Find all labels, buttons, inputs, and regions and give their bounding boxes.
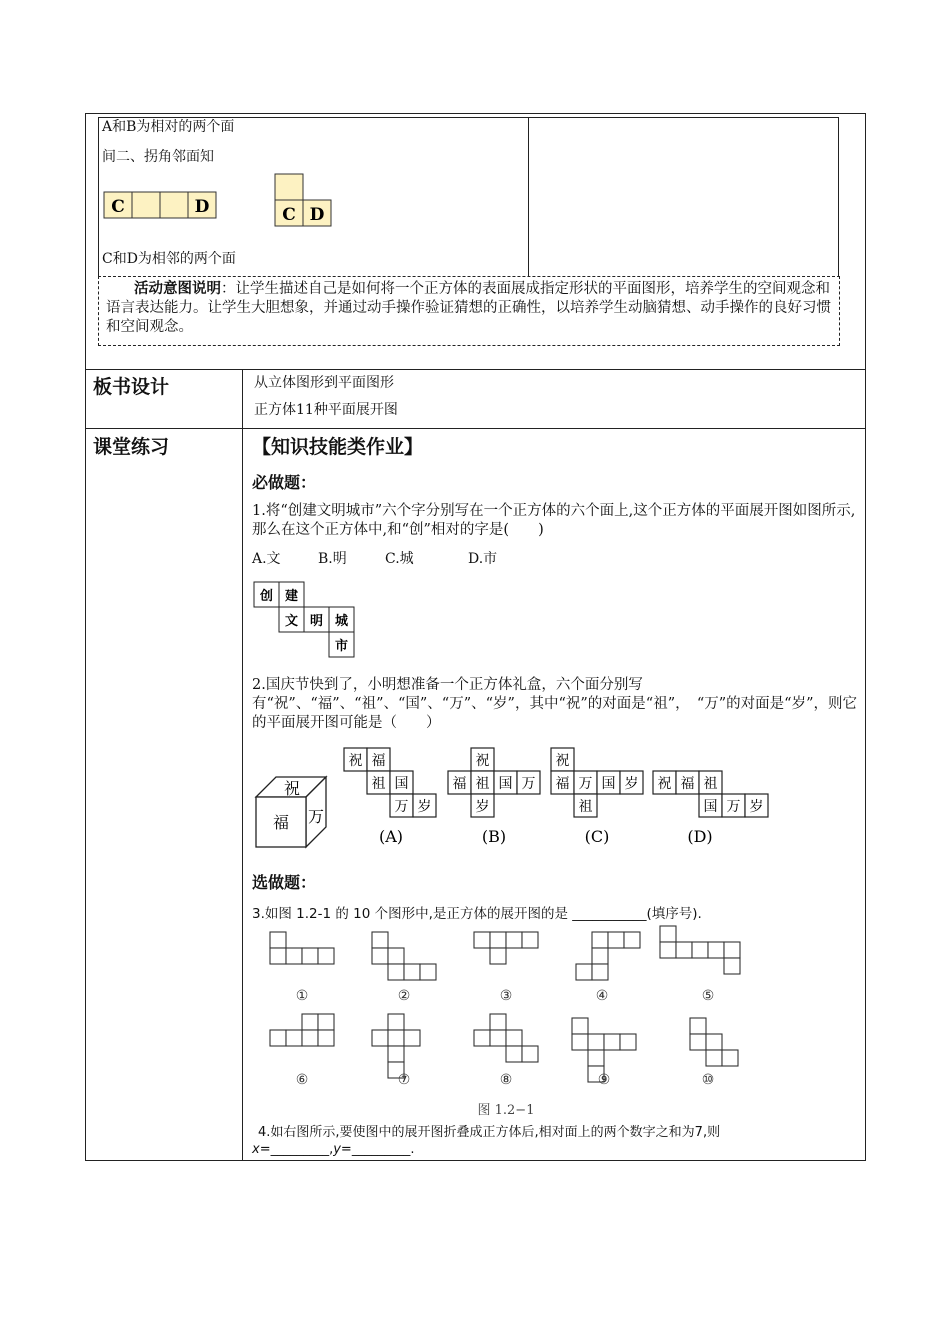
svg-text:万: 万: [394, 799, 409, 815]
svg-text:万: 万: [726, 799, 741, 815]
practice-heading: 课堂练习: [93, 436, 170, 458]
svg-text:福: 福: [555, 776, 570, 792]
q4-x-blank: _________: [270, 1142, 330, 1157]
q1-net-ming: 明: [309, 614, 324, 629]
q1-net-cheng: 城: [334, 614, 349, 629]
required-label: 必做题：: [252, 473, 317, 492]
svg-text:岁: 岁: [749, 799, 764, 815]
table-bottom-border: [85, 1160, 866, 1161]
q2-label-d: (D): [687, 827, 713, 846]
activity-label: 活动意图说明: [134, 281, 221, 297]
q3-net-figures: [262, 922, 762, 1120]
q3-suffix: (填序号).: [646, 906, 702, 922]
net-corner: [275, 174, 331, 226]
svg-text:祝: 祝: [475, 753, 490, 769]
svg-text:国: 国: [703, 799, 718, 815]
q3-label-1: ①: [295, 988, 309, 1004]
table-top-border: [85, 113, 866, 114]
q3-label-3: ③: [499, 988, 513, 1004]
corner-adjacent-text: 间二、拐角邻面知: [102, 149, 214, 165]
svg-text:祝: 祝: [348, 753, 363, 769]
q1-option-c: C.城: [385, 551, 414, 567]
svg-text:万: 万: [521, 776, 536, 792]
svg-text:国: 国: [601, 776, 616, 792]
q2-figures: [252, 742, 777, 854]
practice-title: 【知识技能类作业】: [252, 436, 424, 458]
activity-description: [106, 280, 834, 337]
question-4: 4.如右图所示,要使图中的展开图折叠成正方体后,相对面上的两个数字之和为7,则: [258, 1125, 721, 1140]
svg-text:国: 国: [498, 776, 513, 792]
net2-label-d: D: [309, 205, 325, 225]
question-1: 1.将“创建文明城市”六个字分别写在一个正方体的六个面上,这个正方体的平面展开图如图所示,那么在这个正方体中,和“创”相对的字是( ): [252, 503, 856, 538]
svg-text:岁: 岁: [417, 799, 432, 815]
board-line-1: 从立体图形到平面图形: [254, 375, 394, 391]
q1-net-shi: 市: [334, 639, 349, 654]
svg-text:祖: 祖: [475, 776, 490, 792]
q1-option-b: B.明: [318, 551, 347, 567]
q2-cube-top: 祝: [283, 779, 301, 798]
q1-net-chuang: 创: [259, 589, 274, 604]
net-strip: [104, 192, 216, 218]
opposite-faces-text: A和B为相对的两个面: [102, 119, 235, 135]
board-line-2: 正方体11种平面展开图: [254, 402, 398, 418]
q4-answer-line: x=_________,y=_________.: [252, 1142, 415, 1157]
svg-text:福: 福: [680, 776, 695, 792]
activity-text: ：让学生描述自己是如何将一个正方体的表面展成指定形状的平面图形，培养学生的空间观念和语言表达能力。让学生大胆想象，并通过动手操作验证猜想的正确性，以培养学生动脑猜想、动手操作的良好习惯和空间观念。: [106, 281, 831, 335]
q1-net-jian: 建: [284, 589, 299, 604]
svg-text:祖: 祖: [371, 776, 386, 792]
net1-label-d: D: [194, 197, 210, 217]
inner-table-mid: [528, 117, 529, 277]
svg-text:国: 国: [394, 776, 409, 792]
net1-label-c: C: [111, 197, 125, 217]
optional-label: 选做题：: [252, 873, 317, 892]
q2-cube-front: 福: [272, 813, 290, 832]
q3-label-4: ④: [595, 988, 609, 1004]
table-right-border: [865, 113, 866, 1161]
q2-label-b: (B): [481, 827, 507, 846]
q2-cube-side: 万: [307, 807, 325, 826]
table-left-border: [85, 113, 86, 1161]
q1-option-d: D.市: [468, 551, 498, 567]
q3-label-5: ⑤: [701, 988, 715, 1004]
q1-net-figure: [252, 580, 362, 662]
q3-label-6: ⑥: [295, 1072, 309, 1088]
net2-label-c: C: [282, 205, 296, 225]
q3-label-8: ⑧: [499, 1072, 513, 1088]
q4-x-label: x=: [252, 1142, 271, 1157]
q1-option-a: A.文: [252, 551, 281, 567]
board-design-heading: 板书设计: [93, 376, 170, 398]
column-divider: [242, 369, 243, 1161]
q4-y-label: y=: [333, 1142, 352, 1157]
inner-table-right: [838, 117, 839, 277]
svg-text:祝: 祝: [657, 776, 672, 792]
row-divider-board: [85, 369, 866, 370]
question-2: 2.国庆节快到了，小明想准备一个正方体礼盒，六个面分别写有“祝”、“福”、“祖”、“国”、“万”、“岁”，其中“祝”的对面是“祖”， “万”的对面是“岁”，则它的平面展开图可能是（ ）: [252, 677, 858, 731]
q3-label-2: ②: [397, 988, 411, 1004]
row-divider-practice: [85, 428, 866, 429]
svg-text:福: 福: [371, 753, 386, 769]
q3-label-7: ⑦: [397, 1072, 411, 1088]
q3-text: 3.如图 1.2-1 的 10 个图形中,是正方体的展开图的是: [252, 906, 573, 922]
svg-text:岁: 岁: [624, 776, 639, 792]
q2-label-a: (A): [378, 827, 404, 846]
cd-net-figures: [100, 170, 340, 230]
q3-label-10: ⑩: [701, 1072, 715, 1088]
q4-y-blank: _________: [351, 1142, 411, 1157]
svg-text:万: 万: [578, 776, 593, 792]
inner-table-left: [98, 117, 99, 277]
svg-text:祝: 祝: [555, 753, 570, 769]
adjacent-faces-text: C和D为相邻的两个面: [102, 251, 236, 267]
svg-text:岁: 岁: [475, 799, 490, 815]
question-3: [252, 902, 702, 922]
svg-text:福: 福: [452, 776, 467, 792]
q3-caption: 图 1.2−1: [477, 1103, 535, 1118]
q2-label-c: (C): [584, 827, 610, 846]
q1-net-wen: 文: [284, 614, 299, 629]
svg-text:祖: 祖: [703, 776, 718, 792]
q3-label-9: ⑨: [597, 1072, 611, 1088]
svg-text:祖: 祖: [578, 799, 593, 815]
q3-blank: ___________: [572, 906, 647, 922]
